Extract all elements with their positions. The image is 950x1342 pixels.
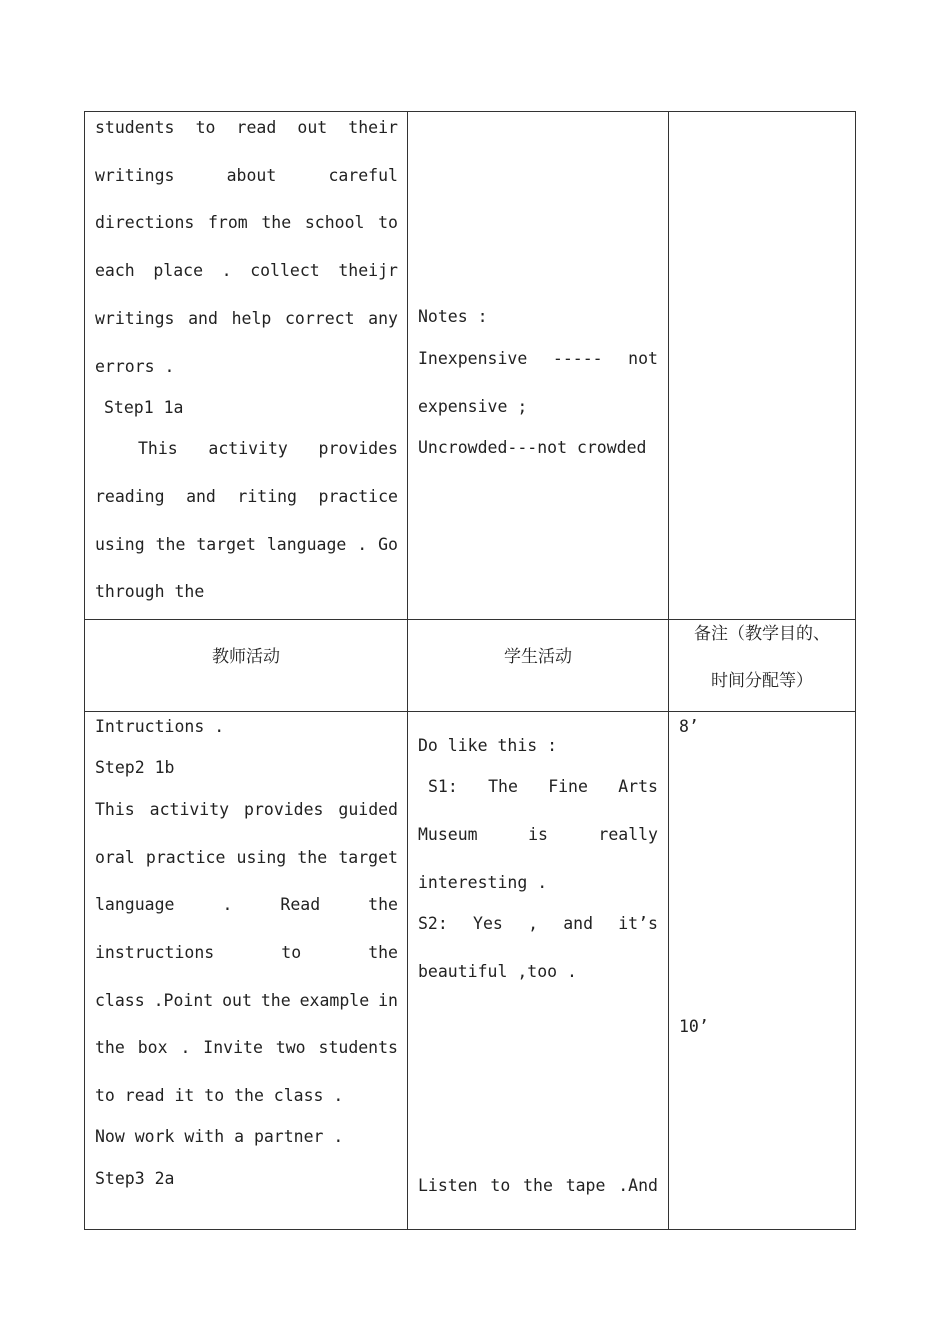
text-line (95, 487, 398, 507)
word: using (95, 535, 145, 554)
word: not (628, 349, 658, 368)
word: to (378, 213, 398, 232)
student-activity-cell (408, 712, 669, 1230)
word: oral (95, 848, 135, 867)
word: reading (95, 487, 165, 506)
word: activity (208, 439, 288, 458)
notes-cell (669, 112, 856, 620)
text-line (95, 213, 398, 233)
text-line (418, 349, 658, 369)
word: target (196, 535, 256, 554)
text-line (95, 535, 398, 555)
word: help (231, 309, 272, 328)
word: activity (149, 800, 230, 819)
word: using (236, 848, 287, 867)
text-line (95, 991, 398, 1011)
word: and (188, 309, 218, 328)
text-line: errors . (95, 357, 175, 376)
word: place (153, 261, 204, 280)
text-line (95, 800, 398, 820)
text-line (95, 895, 398, 915)
word: out (222, 991, 252, 1010)
word: class (95, 991, 145, 1010)
text-line (418, 825, 658, 845)
word: and (186, 487, 216, 506)
text-line: interesting . (418, 873, 548, 892)
word: tape (565, 1176, 606, 1195)
word: Arts (618, 777, 658, 796)
word: correct (284, 309, 355, 328)
word: theijr (338, 261, 398, 280)
header-teacher-cell (85, 620, 408, 712)
word: careful (328, 166, 398, 185)
word: . (180, 1038, 191, 1057)
word: is (528, 825, 548, 844)
word: from (207, 213, 248, 232)
text-line: Now work with a partner . (95, 1127, 344, 1146)
word: .And (618, 1176, 658, 1195)
word: school (304, 213, 365, 232)
header-notes-label: 时间分配等） (711, 671, 813, 691)
header-notes-label: 备注（教学目的、 (694, 624, 830, 644)
step-heading: Step3 2a (95, 1169, 175, 1188)
word: Invite (203, 1038, 263, 1057)
lesson-plan-table (84, 111, 856, 1230)
word: practice (145, 848, 226, 867)
text-line (95, 261, 398, 281)
word: provides (244, 800, 324, 819)
word: Museum (418, 825, 478, 844)
word: writings (95, 166, 175, 185)
word: to (195, 118, 216, 137)
text-line (95, 118, 398, 138)
word: to (281, 943, 302, 962)
word: language (266, 535, 347, 554)
text-line (95, 1038, 398, 1058)
word: guided (338, 800, 398, 819)
text-line: Do like this : (418, 736, 558, 755)
word: example (299, 991, 370, 1010)
step-heading: Step2 1b (95, 758, 175, 777)
table-row (85, 112, 856, 620)
word: the (368, 943, 398, 962)
word: . (222, 895, 233, 914)
word: . (357, 535, 368, 554)
word: students (318, 1038, 398, 1057)
word: . (221, 261, 232, 280)
word: their (348, 118, 398, 137)
word: Fine (548, 777, 588, 796)
word: language (95, 895, 175, 914)
word: Go (378, 535, 398, 554)
word: .Point (153, 991, 214, 1010)
text-line: Uncrowded---not crowded (418, 438, 647, 457)
header-row (85, 620, 856, 712)
text-line (95, 848, 398, 868)
word: the (261, 213, 292, 232)
word: Read (280, 895, 321, 914)
word: the (523, 1176, 553, 1195)
word: it’s (618, 914, 658, 933)
word: Inexpensive (418, 349, 528, 368)
word: The (488, 777, 518, 796)
student-activity-cell (408, 112, 669, 620)
text-line: Intructions . (95, 717, 225, 736)
word: directions (95, 213, 195, 232)
word: two (275, 1038, 306, 1057)
word: in (378, 991, 398, 1010)
word: box (137, 1038, 168, 1057)
word: Yes (473, 914, 503, 933)
word: S2: (418, 914, 448, 933)
word: the (155, 535, 186, 554)
word: the (368, 895, 398, 914)
word: any (368, 309, 398, 328)
word: out (297, 118, 328, 137)
word: about (226, 166, 277, 185)
header-teacher-label: 教师活动 (212, 647, 280, 667)
word: S1: (428, 777, 458, 796)
teacher-activity-cell (85, 712, 408, 1230)
word: practice (318, 487, 398, 506)
word: writings (95, 309, 175, 328)
word: ----- (552, 349, 603, 368)
word: and (563, 914, 594, 933)
step-heading: Step1 1a (104, 398, 184, 417)
word: collect (250, 261, 320, 280)
word: to (490, 1176, 511, 1195)
text-line (428, 777, 658, 797)
word: the (297, 848, 328, 867)
text-line: to read it to the class . (95, 1086, 344, 1105)
header-notes-cell (669, 620, 856, 712)
word: really (598, 825, 658, 844)
word: target (338, 848, 398, 867)
header-student-label: 学生活动 (504, 647, 572, 667)
word: each (95, 261, 135, 280)
word: riting (237, 487, 297, 506)
teacher-activity-cell (85, 112, 408, 620)
text-line (418, 1176, 658, 1196)
word: the (260, 991, 291, 1010)
text-line: beautiful ,too . (418, 962, 577, 981)
text-line (418, 914, 658, 934)
word: the (95, 1038, 125, 1057)
text-line (95, 166, 398, 186)
time-allocation: 8’ (679, 717, 699, 736)
word: provides (318, 439, 398, 458)
text-line (95, 943, 398, 963)
word: Listen (418, 1176, 478, 1195)
word: read (236, 118, 277, 137)
word: students (95, 118, 175, 137)
word: , (528, 914, 538, 933)
notes-label: Notes : (418, 307, 488, 326)
text-line (138, 439, 398, 459)
notes-cell (669, 712, 856, 1230)
text-line: expensive ; (418, 397, 528, 416)
word: This (95, 800, 135, 819)
table-row (85, 712, 856, 1230)
time-allocation: 10’ (679, 1017, 709, 1036)
word: instructions (95, 943, 215, 962)
text-line (95, 309, 398, 329)
text-line: through the (95, 582, 205, 601)
header-student-cell (408, 620, 669, 712)
word: This (138, 439, 178, 458)
